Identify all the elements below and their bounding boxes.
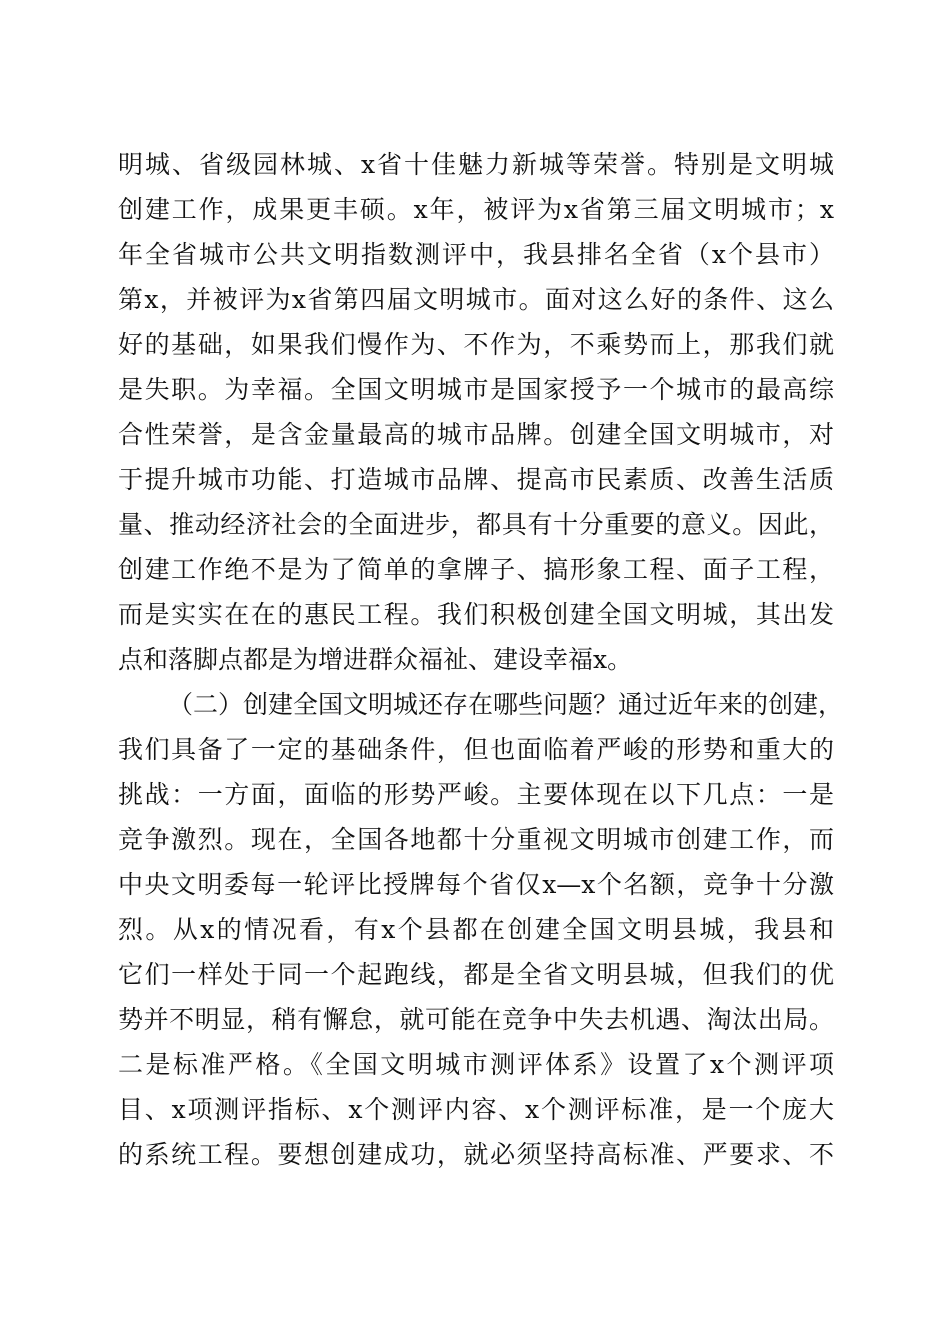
text-line: 点和落脚点都是为增进群众福祉、建设幸福x。 <box>118 645 633 674</box>
text-line: 是失职。为幸福。全国文明城市是国家授予一个城市的最高综 <box>118 375 834 404</box>
text-line: （二）创建全国文明城还存在哪些问题？通过近年来的创建， <box>168 690 844 719</box>
text-line: 势并不明显，稍有懈怠，就可能在竞争中失去机遇、淘汰出局。 <box>118 1005 834 1034</box>
text-line: 二是标准严格。《全国文明城市测评体系》设置了x个测评项 <box>118 1050 834 1079</box>
body-text <box>118 142 844 1177</box>
text-line: 合性荣誉，是含金量最高的城市品牌。创建全国文明城市，对 <box>118 420 834 449</box>
text-line: 挑战：一方面，面临的形势严峻。主要体现在以下几点：一是 <box>118 780 834 809</box>
text-line: 创建工作绝不是为了简单的拿牌子、搞形象工程、面子工程， <box>118 555 834 584</box>
text-line: 于提升城市功能、打造城市品牌、提高市民素质、改善生活质 <box>118 465 834 494</box>
text-line: 它们一样处于同一个起跑线，都是全省文明县城，但我们的优 <box>118 960 834 989</box>
text-line: 目、x项测评指标、x个测评内容、x个测评标准，是一个庞大 <box>118 1095 834 1124</box>
text-line: 量、推动经济社会的全面进步，都具有十分重要的意义。因此， <box>118 510 834 539</box>
text-line: 而是实实在在的惠民工程。我们积极创建全国文明城，其出发 <box>118 600 834 629</box>
text-line: 的系统工程。要想创建成功，就必须坚持高标准、严要求、不 <box>118 1140 834 1169</box>
text-line: 竞争激烈。现在，全国各地都十分重视文明城市创建工作，而 <box>118 825 834 854</box>
text-line: 烈。从x的情况看，有x个县都在创建全国文明县城，我县和 <box>118 915 834 944</box>
text-line: 中央文明委每一轮评比授牌每个省仅x—x个名额，竞争十分激 <box>118 870 834 899</box>
text-line: 明城、省级园林城、x省十佳魅力新城等荣誉。特别是文明城 <box>118 150 834 179</box>
text-line: 好的基础，如果我们慢作为、不作为，不乘势而上，那我们就 <box>118 330 834 359</box>
text-line: 创建工作，成果更丰硕。x年，被评为x省第三届文明城市；x <box>118 195 834 224</box>
text-line: 我们具备了一定的基础条件，但也面临着严峻的形势和重大的 <box>118 735 834 764</box>
text-line: 第x，并被评为x省第四届文明城市。面对这么好的条件、这么 <box>118 285 834 314</box>
text-line: 年全省城市公共文明指数测评中，我县排名全省（x个县市） <box>118 240 834 269</box>
